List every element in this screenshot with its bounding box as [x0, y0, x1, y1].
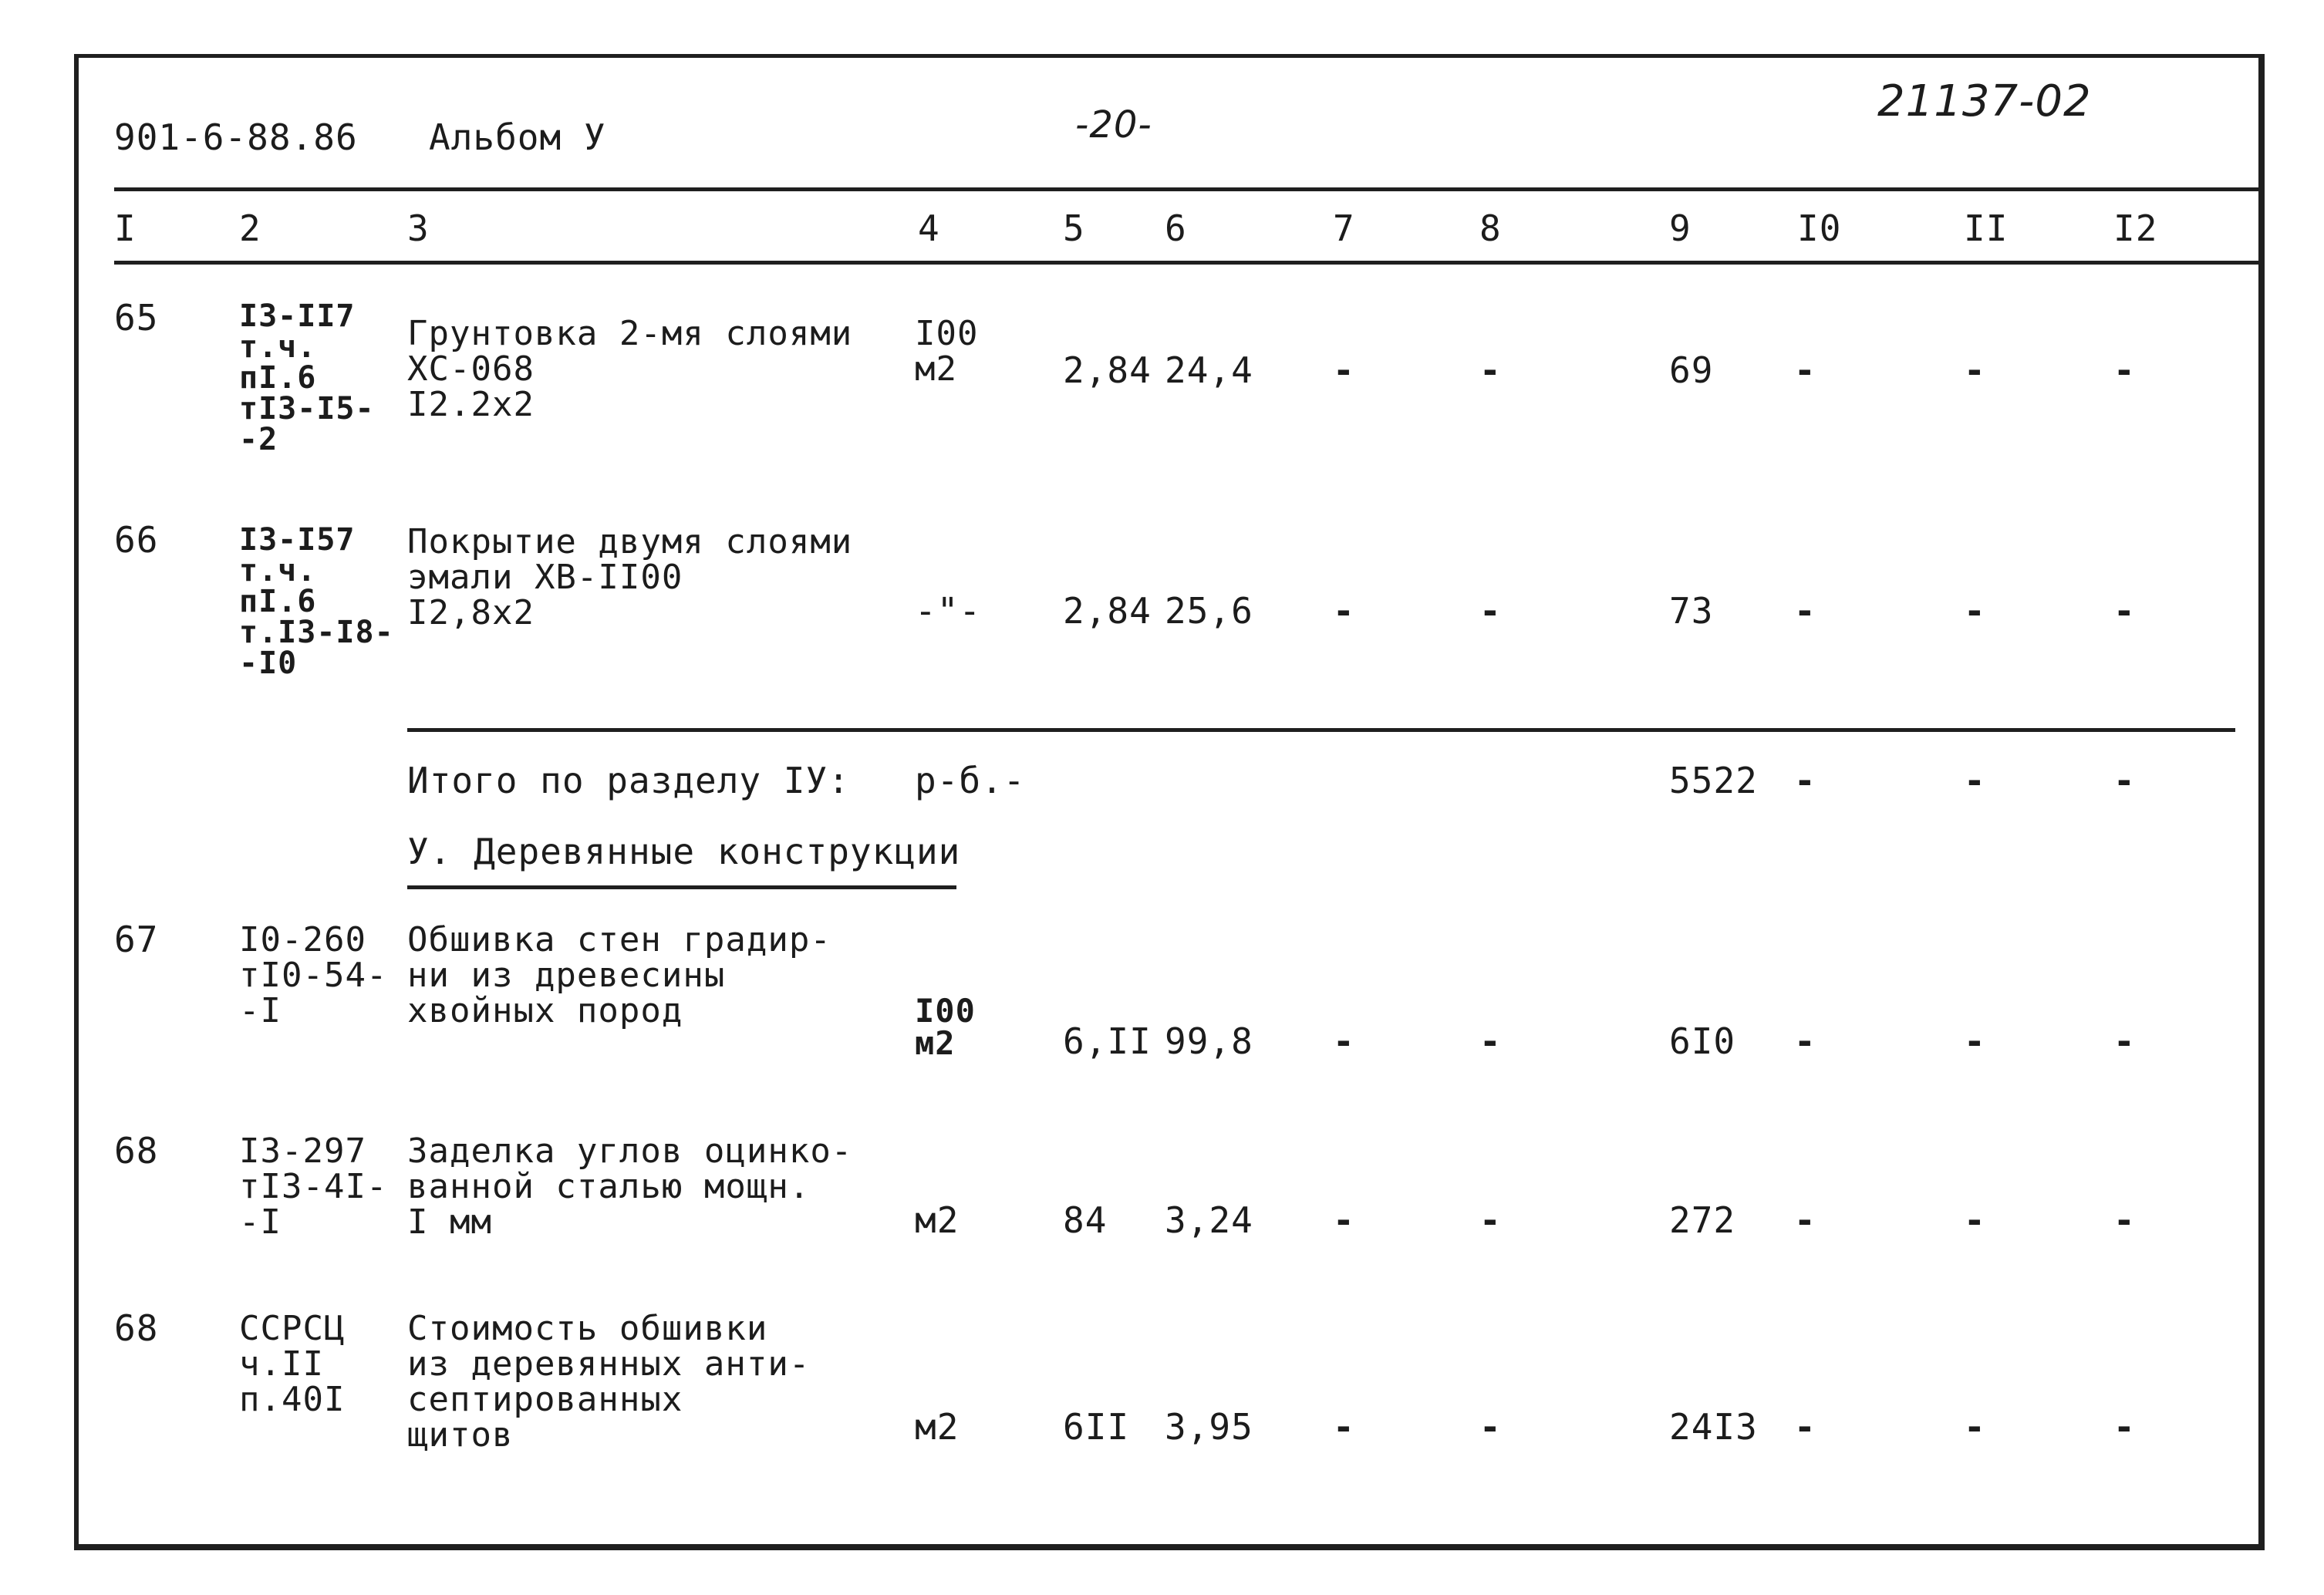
row-65-col6: 24,4: [1165, 349, 1253, 391]
row-68b-col9: 24I3: [1669, 1406, 1758, 1448]
column-header-7: 7: [1333, 207, 1355, 249]
row-67-description: Обшивка стен градир- ни из древесины хвойных пород: [407, 920, 831, 1030]
row-66-code: I3-I57 т.ч. пI.6 т.I3-I8- -I0: [239, 522, 394, 681]
subtotal-col10: -: [1794, 760, 1816, 801]
document-code: 901-6-88.86: [114, 116, 358, 158]
subtotal-rule: [407, 728, 2235, 732]
page-frame: [74, 54, 2265, 1550]
row-68a-col5: 84: [1063, 1199, 1108, 1241]
row-66-col12: -: [2113, 590, 2136, 632]
column-header-4: 4: [918, 207, 940, 249]
row-68b-col12: -: [2113, 1406, 2136, 1448]
row-68b-unit: м2: [915, 1406, 960, 1448]
album-label: Альбом У: [429, 116, 606, 158]
row-68a-code: I3-297 тI3-4I- -I: [239, 1131, 388, 1242]
row-68b-number: 68: [114, 1307, 159, 1349]
row-68b-description: Стоимость обшивки из деревянных анти- септированных щитов: [407, 1309, 811, 1455]
column-header-3: 3: [407, 207, 430, 249]
row-68a-unit: м2: [915, 1199, 960, 1241]
row-68b-col11: -: [1964, 1406, 1986, 1448]
archive-number: 21137-02: [1877, 76, 2092, 126]
row-68b-col5: 6II: [1063, 1406, 1130, 1448]
column-header-10: I0: [1797, 207, 1842, 249]
row-67-col6: 99,8: [1165, 1020, 1253, 1062]
row-68a-col7: -: [1333, 1199, 1355, 1241]
row-65-col12: -: [2113, 349, 2136, 391]
row-68a-col12: -: [2113, 1199, 2136, 1241]
row-65-col10: -: [1794, 349, 1816, 391]
page-number: -20-: [1075, 103, 1152, 147]
row-67-unit: I00 м2: [915, 992, 976, 1062]
column-header-6: 6: [1165, 207, 1187, 249]
row-67-code: I0-260 тI0-54- -I: [239, 920, 388, 1030]
row-67-col8: -: [1479, 1020, 1502, 1062]
row-65-code: I3-II7 т.ч. пI.6 тI3-I5- -2: [239, 298, 375, 457]
row-65-unit: I00 м2: [915, 314, 979, 389]
column-header-12: I2: [2113, 207, 2158, 249]
row-66-col8: -: [1479, 590, 1502, 632]
subtotal-col9: 5522: [1669, 760, 1758, 801]
row-66-col6: 25,6: [1165, 590, 1253, 632]
row-68b-col10: -: [1794, 1406, 1816, 1448]
subtotal-unit: р-б.-: [915, 760, 1026, 801]
row-67-col10: -: [1794, 1020, 1816, 1062]
column-header-8: 8: [1479, 207, 1502, 249]
subtotal-label: Итого по разделу IУ:: [407, 760, 850, 801]
row-68a-col9: 272: [1669, 1199, 1736, 1241]
row-65-col8: -: [1479, 349, 1502, 391]
row-66-col5: 2,84: [1063, 590, 1152, 632]
row-67-col9: 6I0: [1669, 1020, 1736, 1062]
header-divider-bottom: [114, 261, 2265, 265]
row-65-col9: 69: [1669, 349, 1714, 391]
section-title: У. Деревянные конструкции: [407, 831, 961, 872]
row-65-description: Грунтовка 2-мя слоями ХС-068 I2.2х2: [407, 314, 853, 424]
row-65-col7: -: [1333, 349, 1355, 391]
row-68a-number: 68: [114, 1130, 159, 1172]
column-header-11: II: [1964, 207, 2009, 249]
header-divider-top: [114, 187, 2265, 191]
row-65-col5: 2,84: [1063, 349, 1152, 391]
row-67-col5: 6,II: [1063, 1020, 1152, 1062]
row-68a-col6: 3,24: [1165, 1199, 1253, 1241]
row-66-col9: 73: [1669, 590, 1714, 632]
row-67-number: 67: [114, 919, 159, 960]
row-66-unit: -"-: [915, 590, 982, 632]
row-68b-col8: -: [1479, 1406, 1502, 1448]
row-66-col11: -: [1964, 590, 1986, 632]
row-67-col12: -: [2113, 1020, 2136, 1062]
row-67-col11: -: [1964, 1020, 1986, 1062]
row-66-col7: -: [1333, 590, 1355, 632]
row-67-col7: -: [1333, 1020, 1355, 1062]
column-header-1: I: [114, 207, 137, 249]
row-68a-col10: -: [1794, 1199, 1816, 1241]
row-68b-col6: 3,95: [1165, 1406, 1253, 1448]
subtotal-col12: -: [2113, 760, 2136, 801]
column-header-2: 2: [239, 207, 261, 249]
row-66-number: 66: [114, 519, 159, 561]
row-68b-code: ССРСЦ ч.II п.40I: [239, 1309, 346, 1419]
row-65-number: 65: [114, 297, 159, 339]
column-header-5: 5: [1063, 207, 1085, 249]
row-68a-col11: -: [1964, 1199, 1986, 1241]
section-title-underline: [407, 885, 956, 889]
row-66-description: Покрытие двумя слоями эмали ХВ-II00 I2,8х2: [407, 522, 853, 632]
row-65-col11: -: [1964, 349, 1986, 391]
row-66-col10: -: [1794, 590, 1816, 632]
row-68b-col7: -: [1333, 1406, 1355, 1448]
row-68a-description: Заделка углов оцинко- ванной сталью мощн. I мм: [407, 1131, 853, 1242]
column-header-9: 9: [1669, 207, 1692, 249]
subtotal-col11: -: [1964, 760, 1986, 801]
row-68a-col8: -: [1479, 1199, 1502, 1241]
